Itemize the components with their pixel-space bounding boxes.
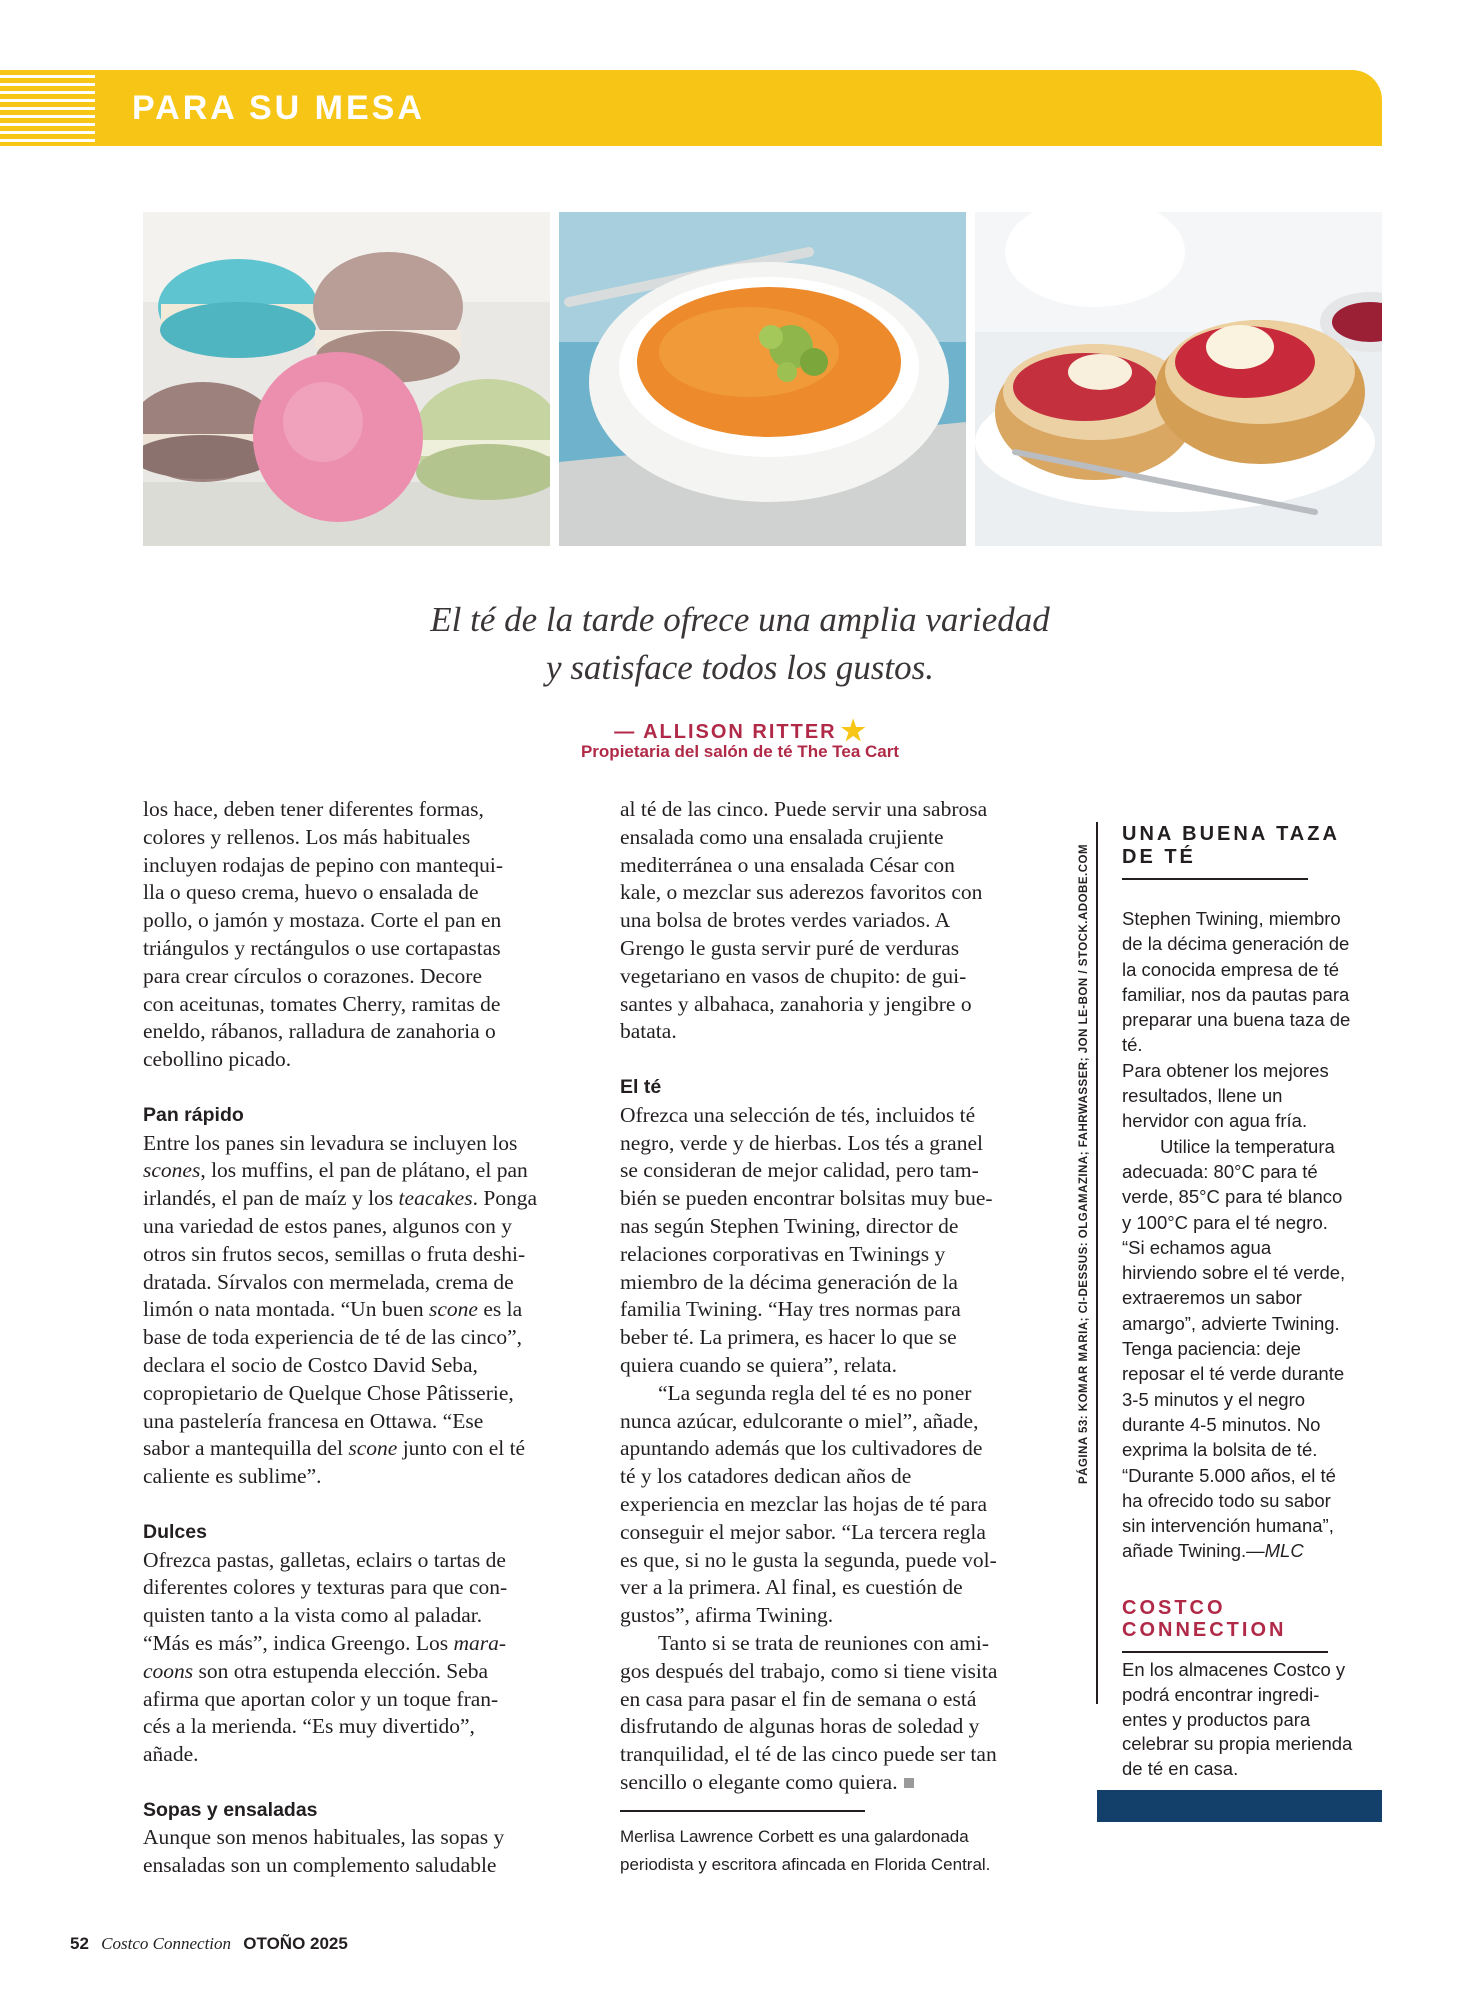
body-line: declara el socio de Costco David Seba, (143, 1352, 478, 1377)
paragraph-gap (143, 1074, 573, 1102)
body-line: Entre los panes sin levadura se incluyen los (143, 1130, 518, 1155)
body-line: Ofrezca una selección de tés, incluidos té (620, 1102, 976, 1127)
body-line: scones, los muffins, el pan de plátano, el pan (143, 1158, 528, 1183)
body-line: cebollino picado. (143, 1047, 292, 1072)
body-line: beber té. La primera, es hacer lo que se (620, 1325, 957, 1350)
sidebar-line: Utilice la temperatura (1160, 1135, 1335, 1157)
body-line: mediterránea o una ensalada César con (620, 852, 955, 877)
sidebar-line: Para obtener los mejores (1122, 1059, 1329, 1081)
body-line: al té de las cinco. Puede servir una sabrosa (620, 797, 988, 821)
body-line: cés a la merienda. “Es muy divertido”, (143, 1714, 475, 1739)
sidebar-line: En los almacenes Costco y (1122, 1659, 1346, 1680)
body-line: gos después del trabajo, como si tiene visita (620, 1658, 998, 1683)
header-stripes (0, 70, 95, 146)
sidebar-line: Tenga paciencia: deje (1122, 1338, 1301, 1360)
body-line: lla o queso crema, huevo o ensalada de (143, 880, 479, 905)
sidebar-title: UNA BUENA TAZA (1122, 823, 1340, 845)
sidebar-line: Stephen Twining, miembro (1122, 908, 1341, 929)
sidebar-line: hirviendo sobre el té verde, (1122, 1262, 1346, 1284)
sidebar-line: la conocida empresa de té (1122, 958, 1339, 980)
body-line: nunca azúcar, edulcorante o miel”, añade, (620, 1408, 979, 1433)
body-line: colores y rellenos. Los más habituales (143, 824, 471, 849)
sidebar-line: de té en casa. (1122, 1758, 1239, 1780)
body-line: incluyen rodajas de pepino con mantequi- (143, 852, 504, 877)
body-line: sabor a mantequilla del scone junto con el té (143, 1436, 526, 1461)
body-line: una bolsa de brotes verdes variados. A (620, 908, 951, 933)
sidebar-line: 3-5 minutos y el negro (1122, 1388, 1306, 1410)
scones-photo (975, 212, 1382, 546)
costco-connection-title: CONNECTION (1122, 1619, 1287, 1641)
sidebar-line: “Si echamos agua (1122, 1236, 1272, 1258)
body-line: kale, o mezclar sus aderezos favoritos con (620, 880, 983, 905)
sidebar-line: resultados, llene un (1122, 1085, 1283, 1107)
body-line: disfrutando de algunas horas de soledad y (620, 1714, 980, 1739)
body-line: vegetariano en vasos de chupito: de gui- (620, 963, 967, 988)
body-line: batata. (620, 1019, 677, 1044)
author-note: periodista y escritora afincada en Florida Central. (620, 1855, 991, 1874)
body-line: irlandés, el pan de maíz y los teacakes. Ponga (143, 1186, 538, 1211)
sidebar-line: hervidor con agua fría. (1122, 1110, 1308, 1132)
body-line: para crear círculos o corazones. Decore (143, 963, 483, 988)
body-line: copropietario de Quelque Chose Pâtisserie, (143, 1380, 514, 1405)
sidebar-line: ha ofrecido todo su sabor (1122, 1489, 1331, 1511)
body-line: los hace, deben tener diferentes formas, (143, 797, 484, 821)
body-line: relaciones corporativas en Twinings y (620, 1241, 946, 1266)
sidebar-line: exprima la bolsita de té. (1122, 1439, 1318, 1461)
body-line: familia Twining. “Hay tres normas para (620, 1297, 961, 1322)
sidebar-divider (1096, 822, 1098, 1704)
body-line: gustos”, afirma Twining. (620, 1603, 834, 1628)
sidebar-line: y 100°C para el té negro. (1122, 1211, 1328, 1233)
issue-season: OTOÑO 2025 (243, 1934, 348, 1953)
body-line: “La segunda regla del té es no poner (658, 1380, 972, 1405)
body-line: añade. (143, 1742, 199, 1767)
body-line: coons son otra estupenda elección. Seba (143, 1658, 489, 1683)
body-line: pollo, o jamón y mostaza. Corte el pan en (143, 908, 502, 933)
body-line: santes y albahaca, zanahoria y jengibre o (620, 991, 972, 1016)
page-footer (70, 1932, 348, 1956)
pull-quote-line: El té de la tarde ofrece una amplia variedad (430, 600, 1050, 639)
body-line: limón o nata montada. “Un buen scone es la (143, 1297, 523, 1322)
body-line: eneldo, rábanos, ralladura de zanahoria o (143, 1019, 496, 1044)
body-line: negro, verde y de hierbas. Los tés a granel (620, 1130, 983, 1155)
sidebar-line: preparar una buena taza de (1122, 1009, 1351, 1031)
subheading: Sopas y ensaladas (143, 1798, 318, 1821)
sidebar-line: entes y productos para (1122, 1708, 1311, 1730)
costco-connection-title: COSTCO (1122, 1597, 1226, 1619)
article-column-1 (143, 796, 573, 1880)
sidebar-line: añade Twining.—MLC (1122, 1540, 1304, 1562)
body-line: con aceitunas, tomates Cherry, ramitas de (143, 991, 501, 1016)
body-line: Tanto si se trata de reuniones con ami- (658, 1630, 990, 1655)
body-line: ensaladas son un complemento saludable (143, 1853, 497, 1878)
body-line: Ofrezca pastas, galletas, eclairs o tartas de (143, 1547, 506, 1572)
sidebar-line: “Durante 5.000 años, el té (1122, 1464, 1336, 1486)
body-line: dratada. Sírvalos con mermelada, crema de (143, 1269, 514, 1294)
body-line: se consideran de mejor calidad, pero tam- (620, 1158, 979, 1183)
body-line: caliente es sublime”. (143, 1464, 322, 1489)
soup-photo (559, 212, 966, 546)
sidebar-line: de la décima generación de (1122, 933, 1350, 955)
sidebar-body (1122, 906, 1392, 1564)
body-line: base de toda experiencia de té de las cinco”, (143, 1325, 523, 1350)
sidebar-title-rule (1122, 878, 1308, 880)
macarons-photo (143, 212, 550, 546)
body-line: ver a la primera. Al final, es cuestión de (620, 1575, 963, 1600)
body-line: tranquilidad, el té de las cinco puede ser tan (620, 1742, 997, 1767)
body-line: “Más es más”, indica Greengo. Los mara- (143, 1630, 507, 1655)
quote-author-name: — ALLISON RITTER (614, 721, 837, 743)
sidebar-title: DE TÉ (1122, 846, 1196, 868)
body-line: conseguir el mejor sabor. “La tercera regla (620, 1519, 986, 1544)
body-line: sencillo o elegante como quiera. (620, 1769, 1050, 1797)
section-title: PARA SU MESA (132, 89, 425, 127)
magazine-name: Costco Connection (101, 1934, 232, 1953)
body-line: quiera cuando se quiera”, relata. (620, 1352, 897, 1377)
body-line: experiencia en mezclar las hojas de té para (620, 1491, 988, 1516)
costco-connection-body (1122, 1658, 1392, 1782)
body-line: una pastelería francesa en Ottawa. “Ese (143, 1408, 484, 1433)
body-line: diferentes colores y texturas para que con- (143, 1575, 508, 1600)
sidebar-line: amargo”, advierte Twining. (1122, 1312, 1340, 1334)
sidebar-line: podrá encontrar ingredi- (1122, 1683, 1320, 1705)
body-line: Aunque son menos habituales, las sopas y (143, 1825, 505, 1850)
star-icon: ★ (840, 715, 866, 746)
sidebar-line: celebrar su propia merienda (1122, 1733, 1353, 1755)
sidebar-line: durante 4-5 minutos. No (1122, 1413, 1321, 1435)
paragraph-gap (143, 1491, 573, 1519)
paragraph-gap (620, 1046, 1050, 1074)
paragraph-gap (143, 1769, 573, 1797)
body-line: afirma que aportan color y un toque fran- (143, 1686, 499, 1711)
body-line: bién se pueden encontrar bolsitas muy bue- (620, 1186, 993, 1211)
costco-connection-rule (1122, 1651, 1328, 1653)
author-divider (620, 1810, 865, 1812)
author-note: Merlisa Lawrence Corbett es una galardonada (620, 1827, 969, 1846)
body-line: ensalada como una ensalada crujiente (620, 824, 944, 849)
subheading: Pan rápido (143, 1103, 244, 1126)
sidebar-line: té. (1122, 1034, 1143, 1056)
body-line: nas según Stephen Twining, director de (620, 1213, 959, 1238)
body-line: otros sin frutos secos, semillas o fruta deshi- (143, 1241, 526, 1266)
body-line: miembro de la décima generación de la (620, 1269, 958, 1294)
sidebar-bottom-bar (1097, 1790, 1382, 1822)
body-line: quisten tanto a la vista como al paladar. (143, 1603, 483, 1628)
article-column-2 (620, 796, 1050, 1797)
body-line: triángulos y rectángulos o use cortapastas (143, 935, 501, 960)
sidebar-line: verde, 85°C para té blanco (1122, 1186, 1343, 1208)
body-line: Grengo le gusta servir puré de verduras (620, 935, 960, 960)
subheading: Dulces (143, 1520, 207, 1543)
body-line: una variedad de estos panes, algunos con y (143, 1213, 512, 1238)
end-mark-icon (904, 1778, 914, 1788)
body-line: té y los catadores dedican años de (620, 1464, 912, 1489)
body-line: es que, si no le gusta la segunda, puede vol- (620, 1547, 997, 1572)
sidebar-line: reposar el té verde durante (1122, 1363, 1345, 1385)
sidebar-line: adecuada: 80°C para té (1122, 1160, 1318, 1182)
body-line: en casa para pasar el fin de semana o está (620, 1686, 977, 1711)
sidebar-line: familiar, nos da pautas para (1122, 983, 1350, 1005)
pull-quote-line: y satisface todos los gustos. (546, 648, 934, 687)
subheading: El té (620, 1075, 662, 1098)
photo-credit-text: PÁGINA 53: KOMAR MARIA; CI-DESSUS: OLGAMAZINA; FAHRWASSER; JON LE-BON / STOCK.ADOBE.COM (1078, 843, 1090, 1484)
sidebar-line: sin intervención humana”, (1122, 1515, 1334, 1537)
quote-author-role: Propietaria del salón de té The Tea Cart (580, 742, 900, 761)
body-line: apuntando además que los cultivadores de (620, 1436, 983, 1461)
page-number: 52 (70, 1934, 89, 1953)
sidebar-line: extraeremos un sabor (1122, 1287, 1302, 1309)
